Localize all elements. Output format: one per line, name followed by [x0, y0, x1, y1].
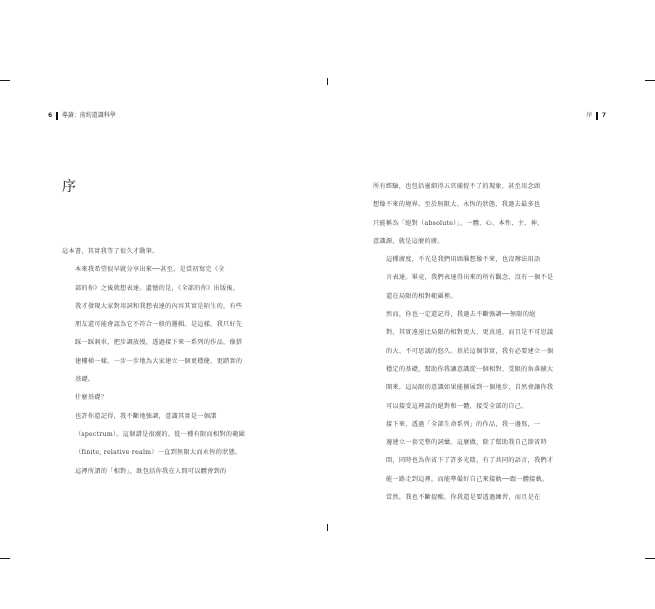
text-line: 意識源，就是這麼的廣。	[373, 237, 444, 245]
crop-mark	[645, 80, 655, 81]
text-line: 然而，你也一定還記得，我過去不斷強調──無限的絕	[386, 311, 536, 319]
text-line: 對，其實遠遠比局限的相對更大、更真遠，而且是不可思議	[386, 329, 554, 337]
text-line: 也許你還記得，我不斷地強調，意識其實是一個譜	[75, 412, 217, 420]
text-line: 朋友還可能會認為它不符合一般的邏輯。是這樣，我只好先	[75, 321, 243, 329]
chapter-title: 序	[62, 179, 76, 195]
body-paragraph	[62, 389, 280, 407]
text-line: 的大、不可思議的悠久。基於這個事實，我有必要建立一個	[386, 347, 554, 355]
text-line: 邊建立一套完整的詞彙。這麼做，除了幫助我自己節省時	[386, 439, 547, 447]
left-page-number: 6	[48, 112, 53, 119]
text-line: 穩定的基礎，幫助你我讓意識從一個相對、受限的角落擴大	[386, 365, 554, 373]
text-line: 只能稱為「絕對（absolute）」、一體、心、本性、主、神，	[373, 219, 544, 227]
text-line: 本來我希望很早就分享出來──甚至，是當初寫完《全	[75, 266, 225, 274]
crop-mark	[327, 78, 328, 85]
text-line: 基礎。	[75, 376, 95, 384]
text-line: 這種廣度，不光是我們用頭腦想像不來，也沒辦法用語	[386, 256, 541, 264]
right-header-title: 序	[586, 112, 593, 119]
right-page-number: 7	[601, 112, 606, 119]
text-line: 部的你》之後就想表達。遺憾的是，《全部的你》出版後，	[75, 284, 240, 292]
right-running-header	[586, 111, 606, 121]
text-line: 踩一踩剎車，把步調放慢，透過接下來一系列的作品，像搭	[75, 339, 243, 347]
text-line: 想像不來的境界。至於無限大、永恆的狀態，我過去最多也	[373, 201, 541, 209]
body-paragraph	[62, 463, 280, 481]
body-paragraph	[62, 261, 280, 389]
body-paragraph	[373, 416, 591, 489]
left-running-header	[48, 111, 116, 121]
left-page-body	[62, 243, 280, 481]
header-divider	[596, 112, 598, 120]
crop-mark	[327, 524, 328, 531]
text-line: 接下來，透過「全部生命系列」的作品，我一邊寫，一	[386, 420, 541, 428]
crop-mark	[0, 558, 10, 559]
crop-mark	[0, 80, 10, 81]
body-paragraph	[373, 251, 591, 306]
text-line: 所有經驗，也包括靈細得五官捕捉不了的現象，甚至用念頭	[373, 183, 541, 190]
body-paragraph	[373, 489, 591, 507]
text-line: 言表達。畢竟，我們表達得出來的所有觀念，沒有一個不是	[386, 274, 554, 282]
body-paragraph	[373, 306, 591, 416]
body-paragraph	[62, 408, 280, 463]
body-paragraph	[373, 178, 591, 251]
text-line: 什麼基礎？	[75, 394, 108, 402]
text-line: （spectrum）。這個譜是很廣的，從一種有限而相對的範圍	[75, 430, 246, 438]
crop-mark	[645, 558, 655, 559]
text-line: 當然，我也不斷提醒，你我還是要透過練習，而且是在	[386, 494, 541, 502]
text-line: 這裡所謂的「相對」，既包括你我在人間可以體會到的	[75, 467, 227, 475]
text-line: 還在局限的相對範圍裡。	[386, 292, 457, 300]
text-line: 間，同時也為你省下了許多光陰，有了共同的語言，我們才	[386, 457, 554, 465]
left-header-title: 導讀：前約還識科學	[61, 112, 116, 119]
text-line: 可以接受這裡談的絕對和一體，接受全部的自己。	[386, 402, 528, 410]
text-line: 開來，這局限的意識如果能擴展到一個地步，自然會讓你我	[386, 384, 554, 392]
right-page-body	[373, 178, 591, 507]
text-line: （finite, relative realm）一直到無限大而永恆的狀態。	[75, 449, 242, 457]
text-line: 能一路走到這裡，而能準備好自己來接軌──跟一體接軌。	[386, 475, 549, 483]
text-line: 建樓梯一樣，一步一步地為大家建立一個更穩健、更踏實的	[75, 357, 243, 365]
body-paragraph	[62, 243, 280, 261]
text-line: 這本書，其實我等了很久才動筆。	[62, 248, 159, 255]
header-divider	[56, 112, 58, 120]
text-line: 我才發現大家對用詞和我想表達的內容其實是陌生的，有些	[75, 302, 243, 310]
